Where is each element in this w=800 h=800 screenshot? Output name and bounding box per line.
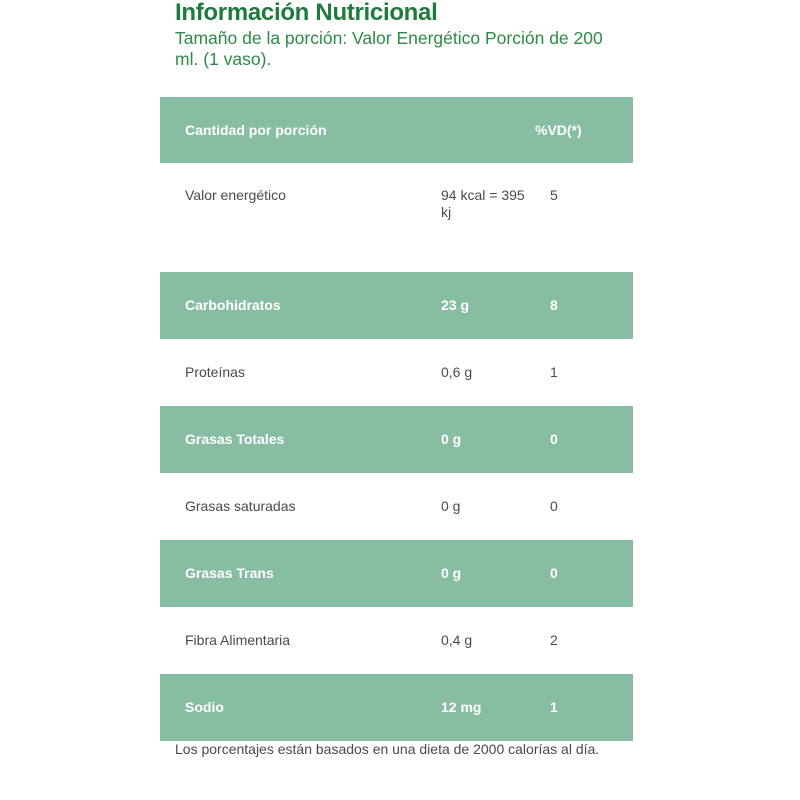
nutrient-vd: 2 (535, 607, 633, 674)
nutrient-name: Fibra Alimentaria (160, 607, 416, 674)
nutrient-vd: 0 (535, 473, 633, 540)
nutrient-amount: 0 g (416, 540, 535, 607)
table-row (160, 406, 633, 473)
table-row (160, 163, 633, 272)
table-row (160, 339, 633, 406)
nutrient-vd: 0 (535, 540, 633, 607)
nutrient-name: Sodio (160, 674, 416, 741)
table-row (160, 674, 633, 741)
page-title: Información Nutricional (175, 0, 438, 26)
nutrition-table (160, 97, 633, 741)
nutrient-name: Carbohidratos (160, 272, 416, 339)
nutrient-name: Proteínas (160, 339, 416, 406)
table-row (160, 607, 633, 674)
nutrient-vd: 0 (535, 406, 633, 473)
nutrient-amount: 0,6 g (416, 339, 535, 406)
table-row (160, 473, 633, 540)
nutrient-vd: 8 (535, 272, 633, 339)
footnote: Los porcentajes están basados en una dieta de 2000 calorías al día. (175, 741, 600, 757)
header-vd: %VD(*) (535, 97, 633, 163)
nutrient-vd: 1 (535, 674, 633, 741)
nutrient-amount: 0,4 g (416, 607, 535, 674)
nutrient-vd: 5 (535, 163, 633, 272)
header-name: Cantidad por porción (160, 97, 416, 163)
nutrient-amount: 23 g (416, 272, 535, 339)
serving-size: Tamaño de la porción: Valor Energético Porción de 200 ml. (1 vaso). (175, 28, 603, 69)
nutrient-name: Grasas saturadas (160, 473, 416, 540)
nutrient-amount: 12 mg (416, 674, 535, 741)
nutrient-amount: 94 kcal = 395 kj (416, 163, 535, 272)
nutrient-name: Valor energético (160, 163, 416, 272)
nutrient-vd: 1 (535, 339, 633, 406)
header-amount (416, 97, 535, 163)
nutrient-name: Grasas Trans (160, 540, 416, 607)
table-row (160, 540, 633, 607)
nutrient-amount: 0 g (416, 473, 535, 540)
table-header-row (160, 97, 633, 163)
table-row (160, 272, 633, 339)
nutrient-name: Grasas Totales (160, 406, 416, 473)
nutrient-amount: 0 g (416, 406, 535, 473)
